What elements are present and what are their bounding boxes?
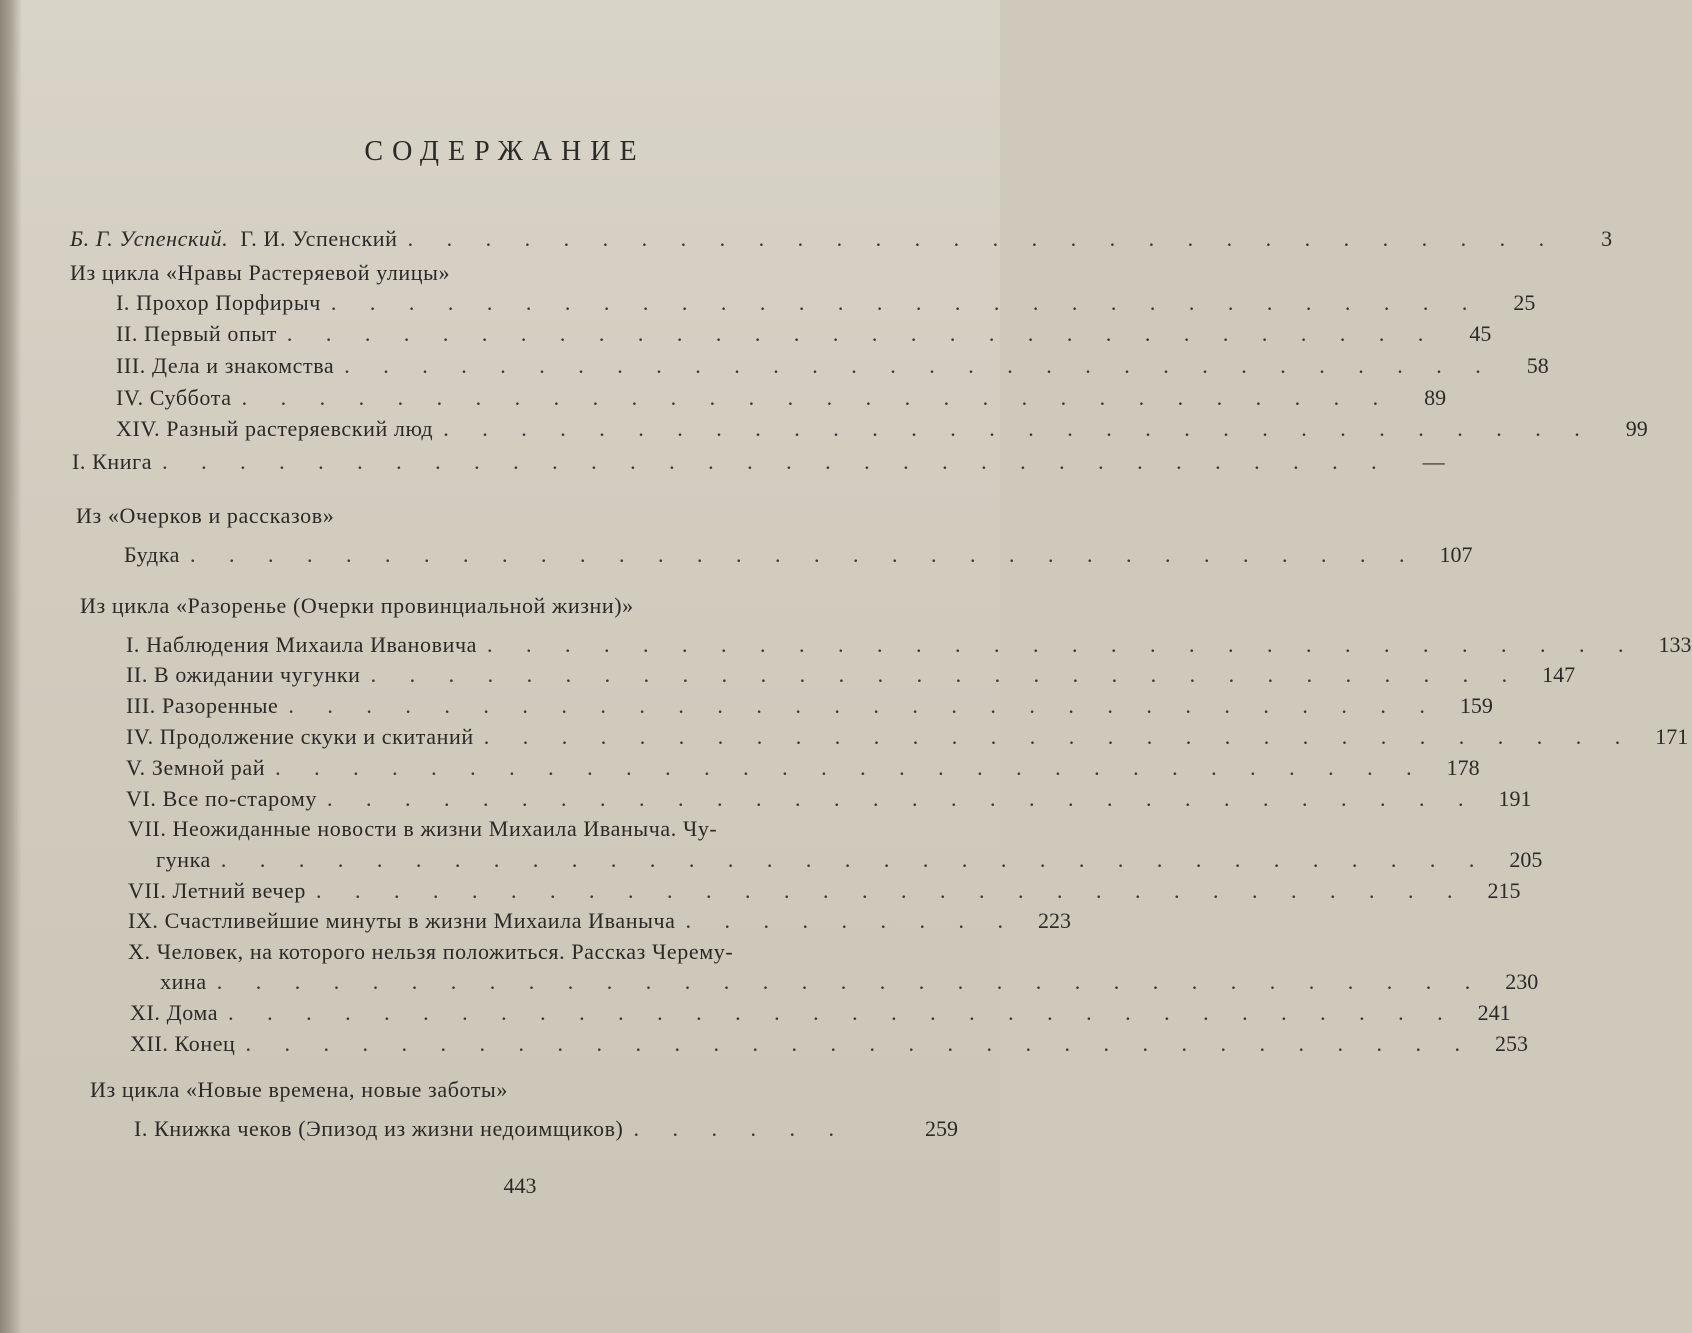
toc-entry (128, 906, 1072, 936)
toc-entry-first-line: VII. Неожиданные новости в жизни Михаила Иваныча. Чу- (128, 816, 718, 841)
toc-page-number: 99 (1625, 416, 1648, 441)
toc-page-number: 45 (1469, 321, 1492, 346)
leader-dots: . . . . . . . . . . . . . . . . . . . . . . . . . . . . . . (330, 290, 1482, 315)
toc-page-number: 25 (1513, 290, 1536, 315)
toc-entry (116, 351, 1549, 381)
toc-page-number: 171 (1655, 724, 1689, 749)
toc-entry-label: I. Книжка чеков (Эпизод из жизни недоимщиков) (134, 1116, 624, 1141)
toc-entry-label: IX. Счастливейшие минуты в жизни Михаила Иваныча (128, 908, 676, 933)
toc-entry-label: VI. Все по-старому (126, 786, 318, 811)
toc-page-number: 223 (1038, 908, 1072, 933)
toc-entry-label: II. Первый опыт (116, 321, 277, 346)
toc-entry-label: III. Разоренные (126, 693, 279, 718)
toc-entry-label: Будка (124, 542, 181, 567)
toc-page-number: 58 (1526, 353, 1549, 378)
toc-entry (128, 876, 1521, 906)
toc-entry (116, 319, 1492, 349)
toc-entry (116, 288, 1536, 318)
toc-entry-label: XI. Дома (130, 1000, 219, 1025)
toc-entry (126, 753, 1480, 783)
toc-entry (72, 447, 1445, 477)
toc-entry-label: V. Земной рай (126, 755, 266, 780)
toc-entry (126, 691, 1493, 721)
toc-entry-label: I. Наблюдения Михаила Ивановича (126, 632, 477, 657)
toc-entry-label: III. Дела и знакомства (116, 353, 335, 378)
toc-entry-intro (70, 224, 1613, 254)
toc-entry (130, 1029, 1528, 1059)
leader-dots: . . . . . . . . . . . . . . . . . . . . . . . . . . . . . . . . (162, 449, 1391, 474)
toc-entry-label: I. Прохор Порфирыч (116, 290, 321, 315)
leader-dots: . . . . . . . . . . . . . . . . . . . . . . . . . . . . . . (443, 416, 1594, 441)
toc-entry-label: гунка (156, 847, 211, 872)
leader-dots: . . . . . . . . . . . . . . . . . . . . . . . . . . . . . . (344, 353, 1495, 378)
toc-entry-title: Г. И. Успенский (240, 226, 398, 251)
toc-entry-label: IV. Суббота (116, 385, 232, 410)
toc-entry-first-line: X. Человек, на которого нельзя положиться. Рассказ Черему- (128, 939, 734, 964)
toc-entry-label (70, 224, 398, 254)
toc-page-number: 259 (925, 1116, 958, 1141)
toc-page-number: 191 (1498, 786, 1532, 811)
toc-entry-label: хина (160, 969, 207, 994)
page-number-folio: 443 (503, 1173, 537, 1198)
leader-dots: . . . . . . . . . . . . . . . . . . . . . . . . . . . . . . . . . (220, 847, 1489, 872)
toc-entry-label: II. В ожидании чугунки (126, 662, 361, 687)
leader-dots: . . . . . . . . . . . . . . . . . . . . . . . . . . . . . . . . (190, 542, 1419, 567)
leader-dots: . . . . . . (633, 1116, 848, 1141)
toc-entry (126, 784, 1532, 814)
toc-section-heading-1: Из цикла «Нравы Растеряевой улицы» (70, 260, 451, 285)
toc-page-number: 159 (1459, 693, 1493, 718)
toc-section-heading-4: Из цикла «Новые времена, новые заботы» (90, 1077, 509, 1102)
toc-page-number: 253 (1494, 1031, 1528, 1056)
toc-entry (134, 1114, 958, 1144)
toc-entry (160, 967, 1539, 997)
leader-dots: . . . . . . . . . (685, 908, 1018, 933)
toc-page-number: 3 (1601, 226, 1613, 251)
leader-dots: . . . . . . . . . . . . . . . . . . . . . . . . . . . . . . (316, 878, 1467, 903)
toc-entry (130, 998, 1511, 1028)
toc-page-number: 147 (1542, 662, 1576, 687)
toc-page-number: 230 (1505, 969, 1539, 994)
toc-page-number: 107 (1439, 542, 1473, 567)
leader-dots: . . . . . . . . . . . . . . . . . . . . . . . . . . . . . . (327, 786, 1478, 811)
toc-entry-label: VII. Летний вечер (128, 878, 307, 903)
toc-section-heading-2: Из «Очерков и рассказов» (76, 503, 335, 528)
page-binding-edge (0, 0, 22, 1333)
toc-entry (116, 414, 1648, 444)
toc-section-heading-3: Из цикла «Разоренье (Очерки провинциальной жизни)» (80, 593, 634, 618)
toc-entry-author: Б. Г. Успенский. (70, 226, 229, 251)
toc-page-number: 205 (1509, 847, 1543, 872)
leader-dots: . . . . . . . . . . . . . . . . . . . . . . . . . . . . . . (487, 632, 1638, 657)
toc-page-number: 133 (1658, 632, 1692, 657)
toc-entry-label: I. Книга (72, 449, 153, 474)
toc-entry-label: IV. Продолжение скуки и скитаний (126, 724, 474, 749)
leader-dots: . . . . . . . . . . . . . . . . . . . . . . . . . . . . . . (370, 662, 1522, 687)
leader-dots: . . . . . . . . . . . . . . . . . . . . . . . . . . . . . . (288, 693, 1439, 718)
toc-entry (126, 630, 1692, 660)
toc-entry (116, 383, 1447, 413)
leader-dots: . . . . . . . . . . . . . . . . . . . . . . . . . . . . . . (241, 385, 1393, 410)
leader-dots: . . . . . . . . . . . . . . . . . . . . . . . . . . . . . . (407, 226, 1559, 251)
toc-entry-label: XIV. Разный растеряевский люд (116, 416, 434, 441)
leader-dots: . . . . . . . . . . . . . . . . . . . . . . . . . . . . . . . . (228, 1000, 1457, 1025)
toc-entry-label: XII. Конец (130, 1031, 236, 1056)
toc-page-number: 215 (1487, 878, 1521, 903)
leader-dots: . . . . . . . . . . . . . . . . . . . . . . . . . . . . . . (286, 321, 1438, 346)
leader-dots: . . . . . . . . . . . . . . . . . . . . . . . . . . . . . . . . . (216, 969, 1485, 994)
toc-entry (126, 660, 1576, 690)
toc-entry (126, 722, 1689, 752)
leader-dots: . . . . . . . . . . . . . . . . . . . . . . . . . . . . . . (275, 755, 1426, 780)
toc-entry (156, 845, 1543, 875)
toc-entry (124, 540, 1473, 570)
toc-page-number: 89 (1424, 385, 1447, 410)
toc-page-number: 241 (1477, 1000, 1511, 1025)
page-title: СОДЕРЖАНИЕ (364, 136, 646, 167)
toc-page-number: — (1422, 449, 1445, 474)
leader-dots: . . . . . . . . . . . . . . . . . . . . . . . . . . . . . . . . (245, 1031, 1474, 1056)
toc-page-number: 178 (1446, 755, 1480, 780)
leader-dots: . . . . . . . . . . . . . . . . . . . . . . . . . . . . . . (483, 724, 1635, 749)
